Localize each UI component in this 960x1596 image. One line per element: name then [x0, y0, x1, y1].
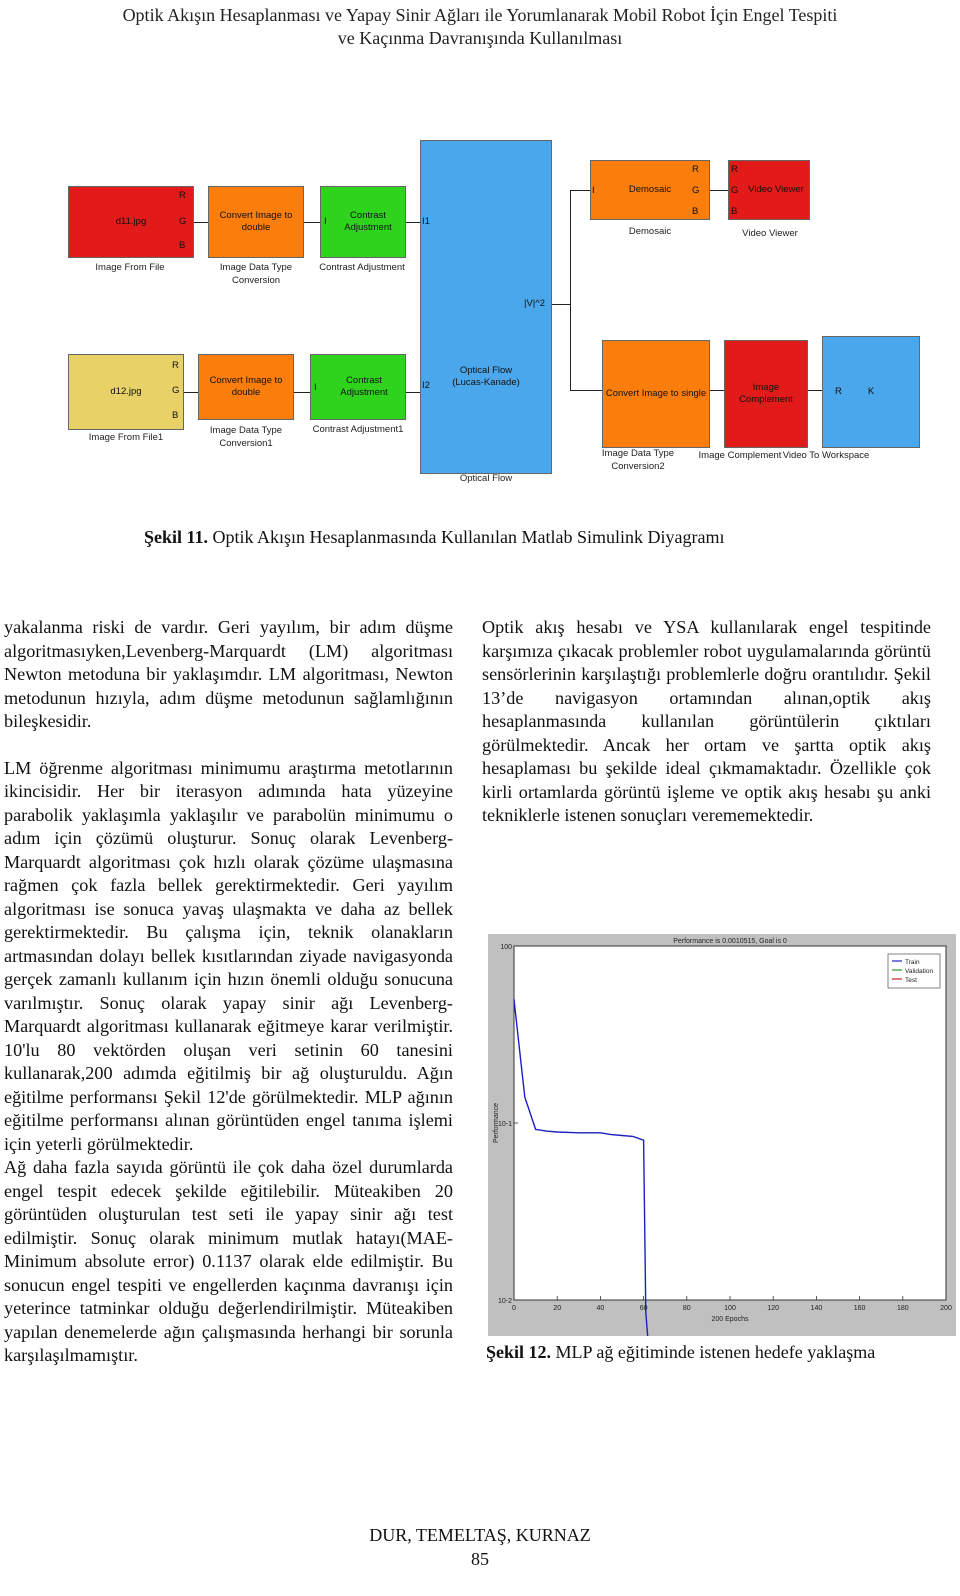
port-b: B	[731, 206, 738, 217]
block-text: Convert Image to double	[209, 375, 283, 398]
convert-image2-block[interactable]	[602, 340, 710, 448]
block-label: Image From File1	[88, 432, 164, 443]
paragraph: yakalanma riski de vardır. Geri yayılım, bir adım düşme algoritmasıyken,Levenberg-Marquardt (LM) algoritması Newton metoduna bir yaklaşımdır. LM algoritması, Newton metodunun hızıyla, adım düşme metodunun sağlamlığının bileşkesidir.	[4, 617, 453, 731]
block-text: Demosaic	[628, 184, 672, 195]
port-b: B	[692, 206, 699, 217]
port-g: G	[692, 185, 700, 196]
simulink-diagram	[54, 130, 880, 486]
caption-label: Şekil 11.	[144, 527, 209, 547]
header-line-2: ve Kaçınma Davranışında Kullanılması	[337, 28, 623, 48]
port-i2: I2	[422, 380, 430, 391]
video-viewer-block[interactable]	[728, 160, 810, 220]
port-r: R	[172, 360, 179, 371]
port-r: R	[179, 190, 186, 201]
port-v2: |V|^2	[524, 298, 546, 309]
port-b: B	[172, 410, 179, 421]
x-tick-label: 140	[810, 1305, 823, 1312]
block-label: Conversion2	[611, 461, 665, 472]
chart-title: Performance is 0.0010515, Goal is 0	[673, 938, 787, 945]
x-axis-label: 200 Epochs	[711, 1316, 749, 1323]
x-tick-label: 0	[512, 1305, 516, 1312]
caption-text: MLP ağ eğitiminde istenen hedefe yaklaşma	[551, 1342, 876, 1362]
port-g: G	[731, 185, 739, 196]
port-i1: I1	[422, 216, 430, 227]
wire	[304, 222, 320, 223]
x-tick-label: 200	[940, 1305, 952, 1312]
block-label: Optical Flow	[459, 473, 513, 484]
wire	[710, 190, 728, 191]
block-text: Video Viewer	[748, 184, 804, 195]
footer-authors: DUR, TEMELTAŞ, KURNAZ	[369, 1525, 591, 1545]
x-tick-label: 40	[596, 1305, 605, 1312]
x-tick-label: 180	[896, 1305, 909, 1312]
block-label: Image Data Type	[209, 425, 283, 436]
block-label: Image Data Type	[219, 262, 293, 273]
wire	[294, 392, 310, 393]
block-label: Image Data Type	[601, 448, 675, 459]
wire	[184, 392, 198, 393]
y-axis-label: Performance	[493, 1102, 500, 1144]
block-text: (Lucas-Kanade)	[452, 377, 520, 388]
port-r: R	[692, 164, 699, 175]
left-column	[4, 616, 453, 1368]
block-label: Video To Workspace	[782, 450, 870, 461]
y-tick-label: 10-1	[497, 1121, 512, 1128]
x-tick-label: 20	[553, 1305, 562, 1312]
wire	[570, 190, 571, 390]
port-r: R	[731, 164, 738, 175]
wire	[552, 304, 570, 305]
header-line-1: Optik Akışın Hesaplanması ve Yapay Sinir Ağları ile Yorumlanarak Mobil Robot İçin Engel Tespiti	[122, 5, 838, 25]
block-text: R	[835, 386, 842, 397]
wire	[570, 390, 602, 391]
block-label: Demosaic	[628, 226, 672, 237]
block-label: Conversion	[231, 275, 281, 286]
wire	[406, 222, 420, 223]
block-text: d11.jpg	[115, 216, 147, 227]
port-i: I	[314, 382, 317, 393]
convert-image-block[interactable]	[208, 186, 304, 258]
x-tick-label: 80	[682, 1305, 691, 1312]
port-g: G	[172, 385, 180, 396]
video-to-workspace-block[interactable]	[822, 336, 920, 448]
x-tick-label: 60	[639, 1305, 648, 1312]
block-label: Contrast Adjustment	[319, 262, 405, 273]
wire	[710, 390, 724, 391]
image-from-file-block[interactable]	[68, 186, 194, 258]
performance-chart-svg	[488, 934, 956, 1336]
block-text: Contrast Adjustment	[340, 375, 388, 398]
block-label: Conversion1	[219, 438, 273, 449]
x-tick-label: 120	[767, 1305, 780, 1312]
wire	[570, 190, 590, 191]
wire	[406, 392, 420, 393]
figure-11-caption	[144, 527, 724, 548]
caption-label: Şekil 12.	[486, 1342, 552, 1362]
block-text: d12.jpg	[110, 386, 142, 397]
port-i: I	[592, 185, 595, 196]
block-text: Contrast Adjustment	[344, 210, 392, 233]
right-column	[482, 616, 931, 828]
port-g: G	[179, 216, 187, 227]
wire	[808, 390, 822, 391]
block-text: K	[867, 386, 875, 397]
block-text: Convert Image to single	[605, 388, 707, 399]
running-header	[0, 4, 960, 50]
port-i: I	[324, 216, 327, 227]
image-complement-block[interactable]	[724, 340, 808, 448]
legend-label-test: Test	[905, 977, 917, 984]
paragraph: LM öğrenme algoritması minimumu araştırma metotlarının ikincisidir. Her bir iterasyon adımında hata yüzeyine parabolik yaklaşımla yaklaşılır ve parabolün minimumu o adım için çözümü oluşturur. Sonuç olarak Levenberg-Marquardt algoritması çok hızlı olarak çözüme ulaşmasına rağmen çok fazla bellek gerektirmektedir. Geri yayılım algoritması ise sonuca yavaş ulaşmakta ve daha az bellek gerektirmektedir. Bu çalışma için, teknik olanakların artmasından dolayı bellek kısıtlarından ziyade navigasyonda gerçek zamanlı kullanım için hızın önemli olduğu sonucuna varılmıştır. Sonuç olarak yapay sinir ağı Levenberg-Marquardt algoritması kullanarak eğitmeye karar verilmiştir. 10'lu 80 vektörden oluşan veri setinin 60 tanesini kullanarak,200 adımda eğitilmiş bir ağ oluşturuldu. Ağın eğitilme performansı Şekil 12'de görülmektedir. MLP ağının eğitilme performansı alınan görüntüden engel tanıma işlemi için yeterli görülmektedir.	[4, 757, 453, 1154]
contrast-adjustment-block[interactable]	[320, 186, 406, 258]
x-tick-label: 160	[853, 1305, 866, 1312]
port-b: B	[179, 240, 186, 251]
block-label: Video Viewer	[742, 228, 798, 239]
legend-label-validation: Validation	[905, 968, 934, 975]
x-tick-label: 100	[724, 1305, 736, 1312]
block-label: Image From File	[95, 262, 165, 273]
block-label: Contrast Adjustment1	[312, 424, 404, 435]
block-text: Image Complement	[739, 382, 793, 405]
caption-text: Optik Akışın Hesaplanmasında Kullanılan Matlab Simulink Diyagramı	[208, 527, 725, 547]
page-number: 85	[471, 1549, 489, 1569]
legend-label-train: Train	[905, 959, 920, 966]
performance-plot	[488, 934, 956, 1336]
y-tick-label: 10-2	[497, 1298, 512, 1305]
y-tick-label: 100	[500, 944, 512, 951]
wire	[194, 222, 208, 223]
paragraph: Optik akış hesabı ve YSA kullanılarak engel tespitinde karşımıza çıkacak problemler robot uygulamalarında görüntü sensörlerinin karşılaştığı problemlerle doğru orantılıdır. Şekil 13’de navigasyon ortamından alınan,optik akış hesaplanmasında kullanılan görüntülerin çıktıları görülmektedir. Ancak her ortam ve şartta optik akış hesaplaması bu şekilde ideal çıkmamaktadır. Özellikle çok kirli ortamlarda görüntü işleme ve optik akış hesabı şu anki tekniklerle istenen sonuçları verememektedir.	[482, 617, 931, 825]
block-text: Convert Image to double	[219, 210, 293, 233]
block-text: Optical Flow	[459, 365, 513, 376]
convert-image1-block[interactable]	[198, 354, 294, 420]
contrast-adjustment1-block[interactable]	[310, 354, 406, 420]
paragraph: Ağ daha fazla sayıda görüntü ile çok daha özel durumlarda engel tespit edecek şekilde eğitilebilir. Müteakiben 20 görüntüden oluşturulan test seti ile yapay sinir ağı test edilmiştir. Sonuç olarak minimum mutlak hatayı(MAE-Minimum absolute error) 0.1137 olarak elde edilmiştir. Bu sonucun engel tespiti ve engellerden kaçınma davranışı için yeterince tatminkar olduğu değerlendirilmiştir. Müteakiben yapılan denemelerde ağın çalışmasında herhangi bir sorunla karşılaşılmamıştır.	[4, 1157, 453, 1365]
image-from-file1-block[interactable]	[68, 354, 184, 430]
figure-12-caption	[486, 1342, 875, 1363]
plot-area	[514, 946, 946, 1300]
block-label: Image Complement	[698, 450, 782, 461]
